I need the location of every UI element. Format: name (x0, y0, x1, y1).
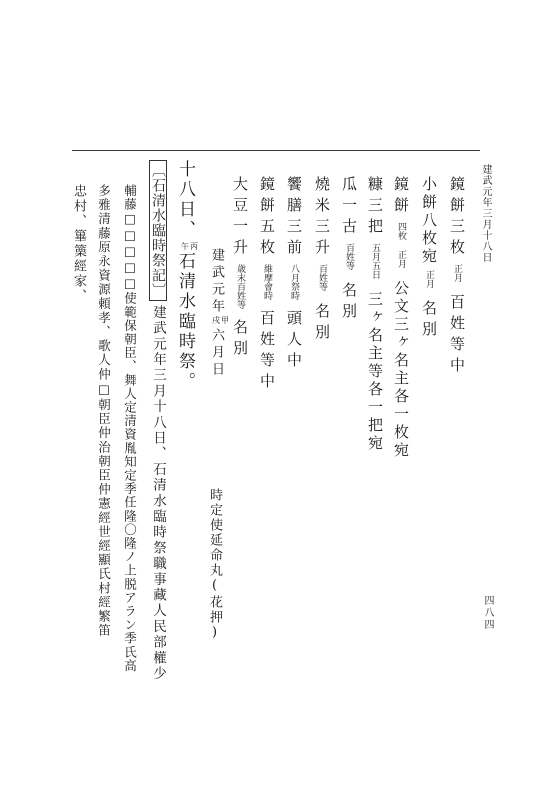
entry-note: 百姓等 (344, 243, 354, 270)
entry-recipient: 百姓等中 (258, 310, 276, 394)
entry-recipient: 名別 (313, 303, 331, 345)
entry-item: 糠三把 (366, 176, 384, 239)
entry-recipient: 公文三ヶ名主各一枚宛 (392, 280, 410, 460)
entry-6 (314, 176, 330, 345)
section-weekday-a: 丙 (189, 242, 199, 250)
page-number: 四八四 (482, 595, 493, 631)
section-weekday-b: 午 (180, 242, 190, 250)
date-cyclical-b: 戌 (211, 316, 221, 324)
entry-2 (421, 176, 437, 342)
entry-recipient: 百姓等中 (448, 294, 466, 378)
section-heading (176, 160, 199, 392)
entry-recipient: 三ヶ名主等各一把宛 (366, 291, 384, 453)
body-line-3: 忠村、篳篥經家、 (71, 184, 86, 304)
entry-note: 正月 (452, 264, 462, 282)
entry-1 (449, 176, 465, 378)
entry-item: 燒米三升 (313, 176, 331, 260)
entry-note: 四枚 正月 (396, 222, 406, 268)
entry-8 (259, 176, 275, 394)
section-weekday (181, 242, 199, 250)
entry-recipient: 名別 (420, 300, 438, 342)
entry-item: 鏡餅五枚 (258, 176, 276, 260)
entry-item: 饗膳三前 (285, 176, 303, 260)
entry-recipient: 名別 (340, 282, 358, 324)
source-text: 建武元年三月十八日、石清水臨時祭職事藏人民部權少 (150, 305, 166, 682)
running-title: 建武元年三月十八日 (480, 164, 491, 263)
entry-item: 鏡餅 (392, 176, 410, 218)
entry-item: 瓜一古 (340, 176, 358, 239)
entry-note: 八月祭時 (289, 264, 299, 300)
entry-recipient: 名別 (231, 319, 249, 361)
section-day: 十八日、 (175, 160, 195, 240)
entry-3 (393, 176, 409, 460)
entry-7 (286, 176, 302, 373)
entry-item: 小餅八枚宛 (420, 176, 438, 266)
date-era: 建武元年 (209, 248, 224, 316)
entry-9 (232, 176, 248, 361)
signature: 時定使延命丸(花押) (207, 488, 222, 642)
date-month-day: 六月日 (209, 328, 224, 379)
entry-4 (367, 176, 383, 453)
document-date (208, 248, 230, 379)
entry-note: 維摩會時 (262, 264, 272, 300)
entry-note: 百姓等 (317, 264, 327, 291)
header-rule (72, 150, 480, 151)
entry-item: 鏡餅三枚 (448, 176, 466, 260)
entry-note: 五月五日 (370, 243, 380, 279)
entry-item: 大豆一升 (231, 176, 249, 260)
body-line-2: 多雅清藤原永資源頼孝、歌人仲□朝臣仲治朝臣仲憲經世經顯氏村經繁笛 (96, 184, 112, 638)
source-citation: 〔石清水臨時祭記〕 (149, 160, 167, 301)
body-line-1: 輔藤□□□□□使範保朝臣、舞人定清資胤知定季任隆〇隆ノ上脱アラン季氏高 (122, 184, 138, 673)
section-title: 石清水臨時祭。 (175, 252, 195, 392)
date-cyclical-a: 甲 (220, 316, 230, 324)
source-line (150, 160, 166, 682)
entry-5 (341, 176, 357, 324)
entry-recipient: 頭人中 (285, 310, 303, 373)
entry-note: 正月 (424, 270, 434, 288)
entry-note: 歳末百姓等 (235, 264, 245, 309)
date-cyclical (212, 316, 230, 324)
